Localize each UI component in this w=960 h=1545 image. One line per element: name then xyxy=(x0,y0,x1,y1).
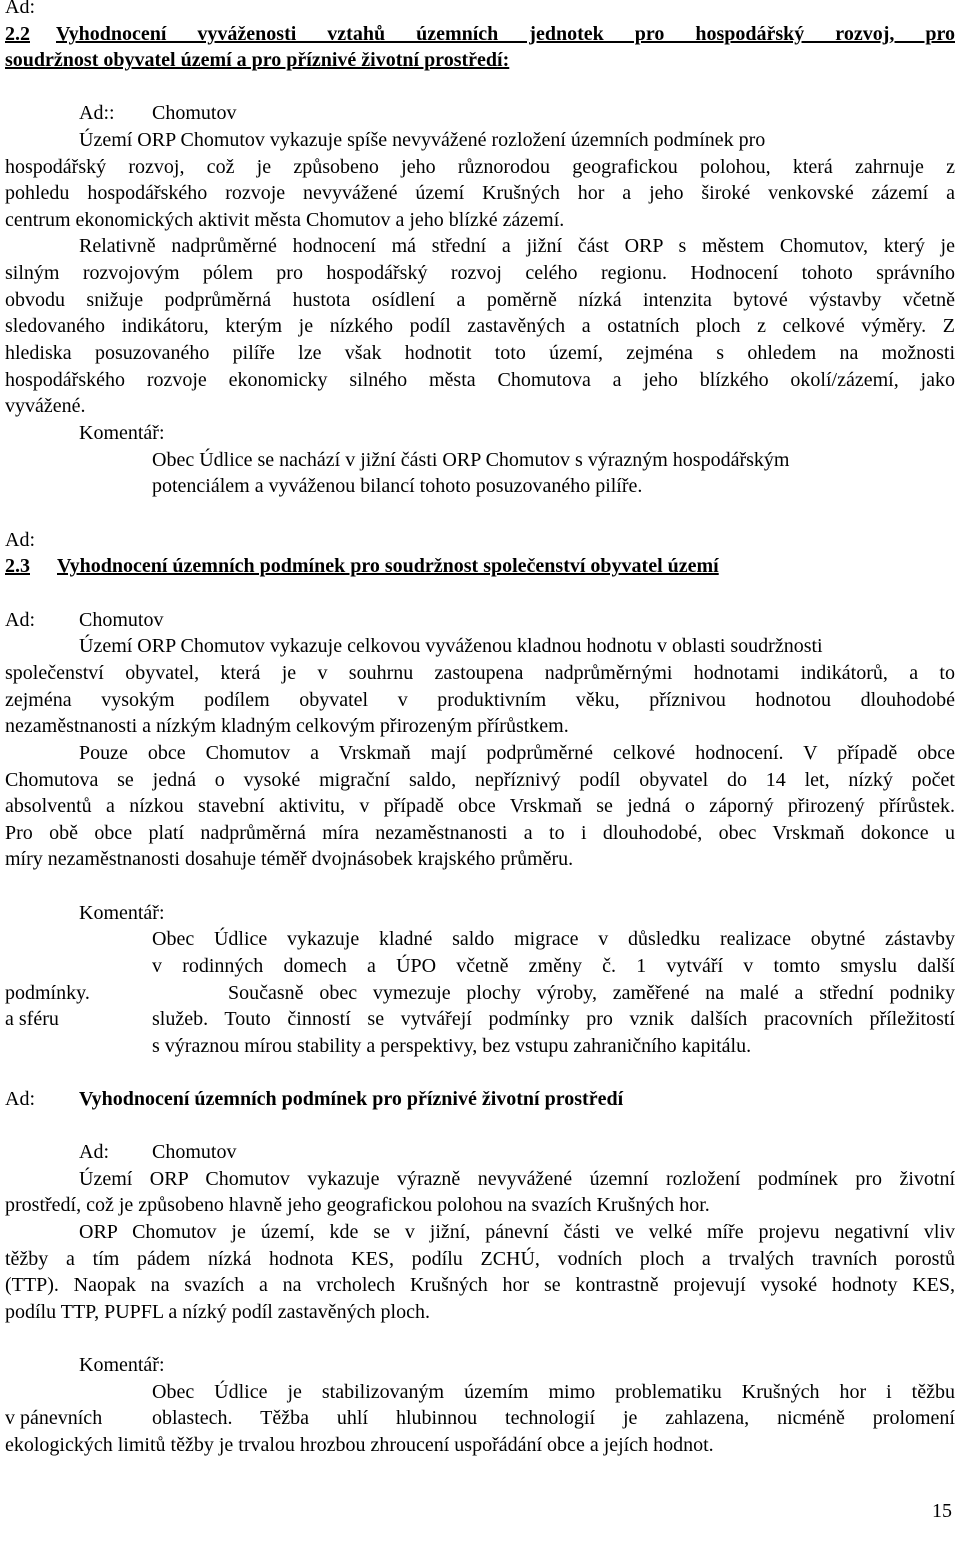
s24-p1-line: prostředí, což je způsobeno hlavně jeho geografickou polohou na svazích Krušných hor. xyxy=(5,1194,710,1216)
s24-p2-line: ORP Chomutov je území, kde se v jižní, pánevní části ve velké míře projevu negativní vliv xyxy=(79,1221,955,1243)
s24-p2-line: (TTP). Naopak na svazích a na vrcholech Krušných hor se kontrastně projevují vysoké hodnoty KES, xyxy=(5,1274,955,1296)
s24-p1-line: Území ORP Chomutov vykazuje výrazně nevyvážené územní rozložení podmínek pro životní xyxy=(79,1168,955,1190)
s24-comment-label: Komentář: xyxy=(79,1354,165,1376)
s22-comment-label: Komentář: xyxy=(79,422,165,444)
s22-p2-line: Relativně nadprůměrné hodnocení má střední a jižní část ORP s městem Chomutov, který je xyxy=(79,235,955,257)
section-2-4-title: Vyhodnocení územních podmínek pro příznivé životní prostředí xyxy=(79,1088,624,1110)
section-2-3-title: Vyhodnocení územních podmínek pro soudržnost společenství obyvatel území xyxy=(57,555,719,577)
s23-margin-word: podmínky. xyxy=(5,982,90,1004)
s23-comment-line: s výraznou mírou stability a perspektivy, bez vstupu zahraničního kapitálu. xyxy=(152,1035,752,1057)
s24-p2-line: těžby a tím pádem nízká hodnota KES, podílu ZCHÚ, vodních ploch a trvalých travních porostů xyxy=(5,1248,955,1270)
section-2-2-number: 2.2 xyxy=(5,23,30,45)
s23-comment-line: služeb. Touto činností se vytvářejí podmínky pro vznik dalších pracovních příležitostí xyxy=(152,1008,955,1030)
section-2-2-heading-line1 xyxy=(5,21,955,48)
s24-comment-line: Obec Údlice je stabilizovaným územím mimo problematiku Krušných hor i těžbu xyxy=(152,1381,955,1403)
section-2-3-sub-name: Chomutov xyxy=(79,609,164,631)
s23-p2-line: Pro obě obce platí nadprůměrná míra nezaměstnanosti a to i dlouhodobé, obec Vrskmaň dokonce u xyxy=(5,822,955,844)
s22-p1-line: centrum ekonomických aktivit města Chomutov a jeho blízké zázemí. xyxy=(5,209,565,231)
section-2-2-sub-ad: Ad:: xyxy=(79,102,115,124)
s22-p2-line: silným rozvojovým pólem pro hospodářský rozvoj celého regionu. Hodnocení tohoto správního xyxy=(5,262,955,284)
section-2-2-heading-line2: soudržnost obyvatel území a pro příznivé životní prostředí: xyxy=(5,49,510,71)
s23-comment-line: Současně obec vymezuje plochy výroby, zaměřené na malé a střední podniky xyxy=(228,982,955,1004)
s22-comment-line: potenciálem a vyváženou bilancí tohoto posuzovaného pilíře. xyxy=(152,475,643,497)
s23-margin-word: a sféru xyxy=(5,1008,59,1030)
section-2-3-sub-ad: Ad: xyxy=(5,609,35,631)
s24-comment-line: ekologických limitů těžby je trvalou hrozbou zhroucení uspořádání obce a jejích hodnot. xyxy=(5,1434,714,1456)
s23-p1-line: společenství obyvatel, která je v souhrnu zastoupena nadprůměrnými hodnotami indikátorů, a to xyxy=(5,662,955,684)
section-2-3-ad: Ad: xyxy=(5,529,35,551)
s23-p2-line: absolventů a nízkou stavební aktivitu, v případě obce Vrskmaň se jedná o záporný přirozený přírůstek. xyxy=(5,795,955,817)
s22-p1-line: Území ORP Chomutov vykazuje spíše nevyvážené rozložení územních podmínek pro xyxy=(79,129,766,151)
s23-comment-line: v rodinných domech a ÚPO včetně změny č. 1 vytváří v tomto smyslu další xyxy=(152,955,955,977)
s23-comment-label: Komentář: xyxy=(79,902,165,924)
s22-p2-line: obvodu snižuje podprůměrná hustota osídlení a poměrně nízká intenzita bytové výstavby včetně xyxy=(5,289,955,311)
s24-margin-word: v pánevních xyxy=(5,1407,103,1429)
s22-comment-line: Obec Údlice se nachází v jižní části ORP Chomutov s výrazným hospodářským xyxy=(152,449,790,471)
s23-comment-line: Obec Údlice vykazuje kladné saldo migrace v důsledku realizace obytné zástavby xyxy=(152,928,955,950)
s23-p2-line: Chomutova se jedná o vysoké migrační saldo, nepříznivý podíl obyvatel do 14 let, nízký počet xyxy=(5,769,955,791)
s22-p2-line: sledovaného indikátoru, kterým je nízkého podíl zastavěných a ostatních ploch z celkové výměry. Z xyxy=(5,315,955,337)
page-number: 15 xyxy=(932,1500,952,1522)
section-2-4-sub-name: Chomutov xyxy=(152,1141,237,1163)
s23-p2-line: míry nezaměstnanosti dosahuje téměř dvojnásobek krajského průměru. xyxy=(5,848,574,870)
s22-p1-line: hospodářský rozvoj, což je způsobeno jeho různorodou geografickou polohou, která zahrnuje z xyxy=(5,156,955,178)
section-2-3-heading xyxy=(5,553,719,580)
s22-p2-line: hospodářského rozvoje ekonomicky silného města Chomutova a jeho blízkého okolí/zázemí, jako xyxy=(5,369,955,391)
section-2-2-ad: Ad: xyxy=(5,0,35,18)
section-2-4-sub-ad: Ad: xyxy=(79,1141,109,1163)
s23-p1-line: Území ORP Chomutov vykazuje celkovou vyváženou kladnou hodnotu v oblasti soudržnosti xyxy=(79,635,823,657)
s22-p1-line: pohledu hospodářského rozvoje nevyvážené území Krušných hor a jeho široké venkovské zázemí a xyxy=(5,182,955,204)
s24-p2-line: podílu TTP, PUPFL a nízký podíl zastavěných ploch. xyxy=(5,1301,430,1323)
s22-p2-line: hlediska posuzovaného pilíře lze však hodnotit toto území, zejména s ohledem na možnosti xyxy=(5,342,955,364)
s23-p1-line: nezaměstnanosti a nízkým kladným celkovým přirozeným přírůstkem. xyxy=(5,715,569,737)
section-2-2-sub-name: Chomutov xyxy=(152,102,237,124)
s23-p1-line: zejména vysokým podílem obyvatel v produktivním věku, příznivou hodnotou dlouhodobé xyxy=(5,689,955,711)
s23-p2-line: Pouze obce Chomutov a Vrskmaň mají podprůměrné celkové hodnocení. V případě obce xyxy=(79,742,955,764)
section-2-2-title-line1: Vyhodnocení vyváženosti vztahů územních jednotek pro hospodářský rozvoj, pro xyxy=(56,23,955,45)
s24-comment-line: oblastech. Těžba uhlí hlubinnou technologií je zahlazena, nicméně prolomení xyxy=(152,1407,955,1429)
section-2-3-number: 2.3 xyxy=(5,555,30,577)
s22-p2-line: vyvážené. xyxy=(5,395,86,417)
section-2-4-ad: Ad: xyxy=(5,1088,35,1110)
